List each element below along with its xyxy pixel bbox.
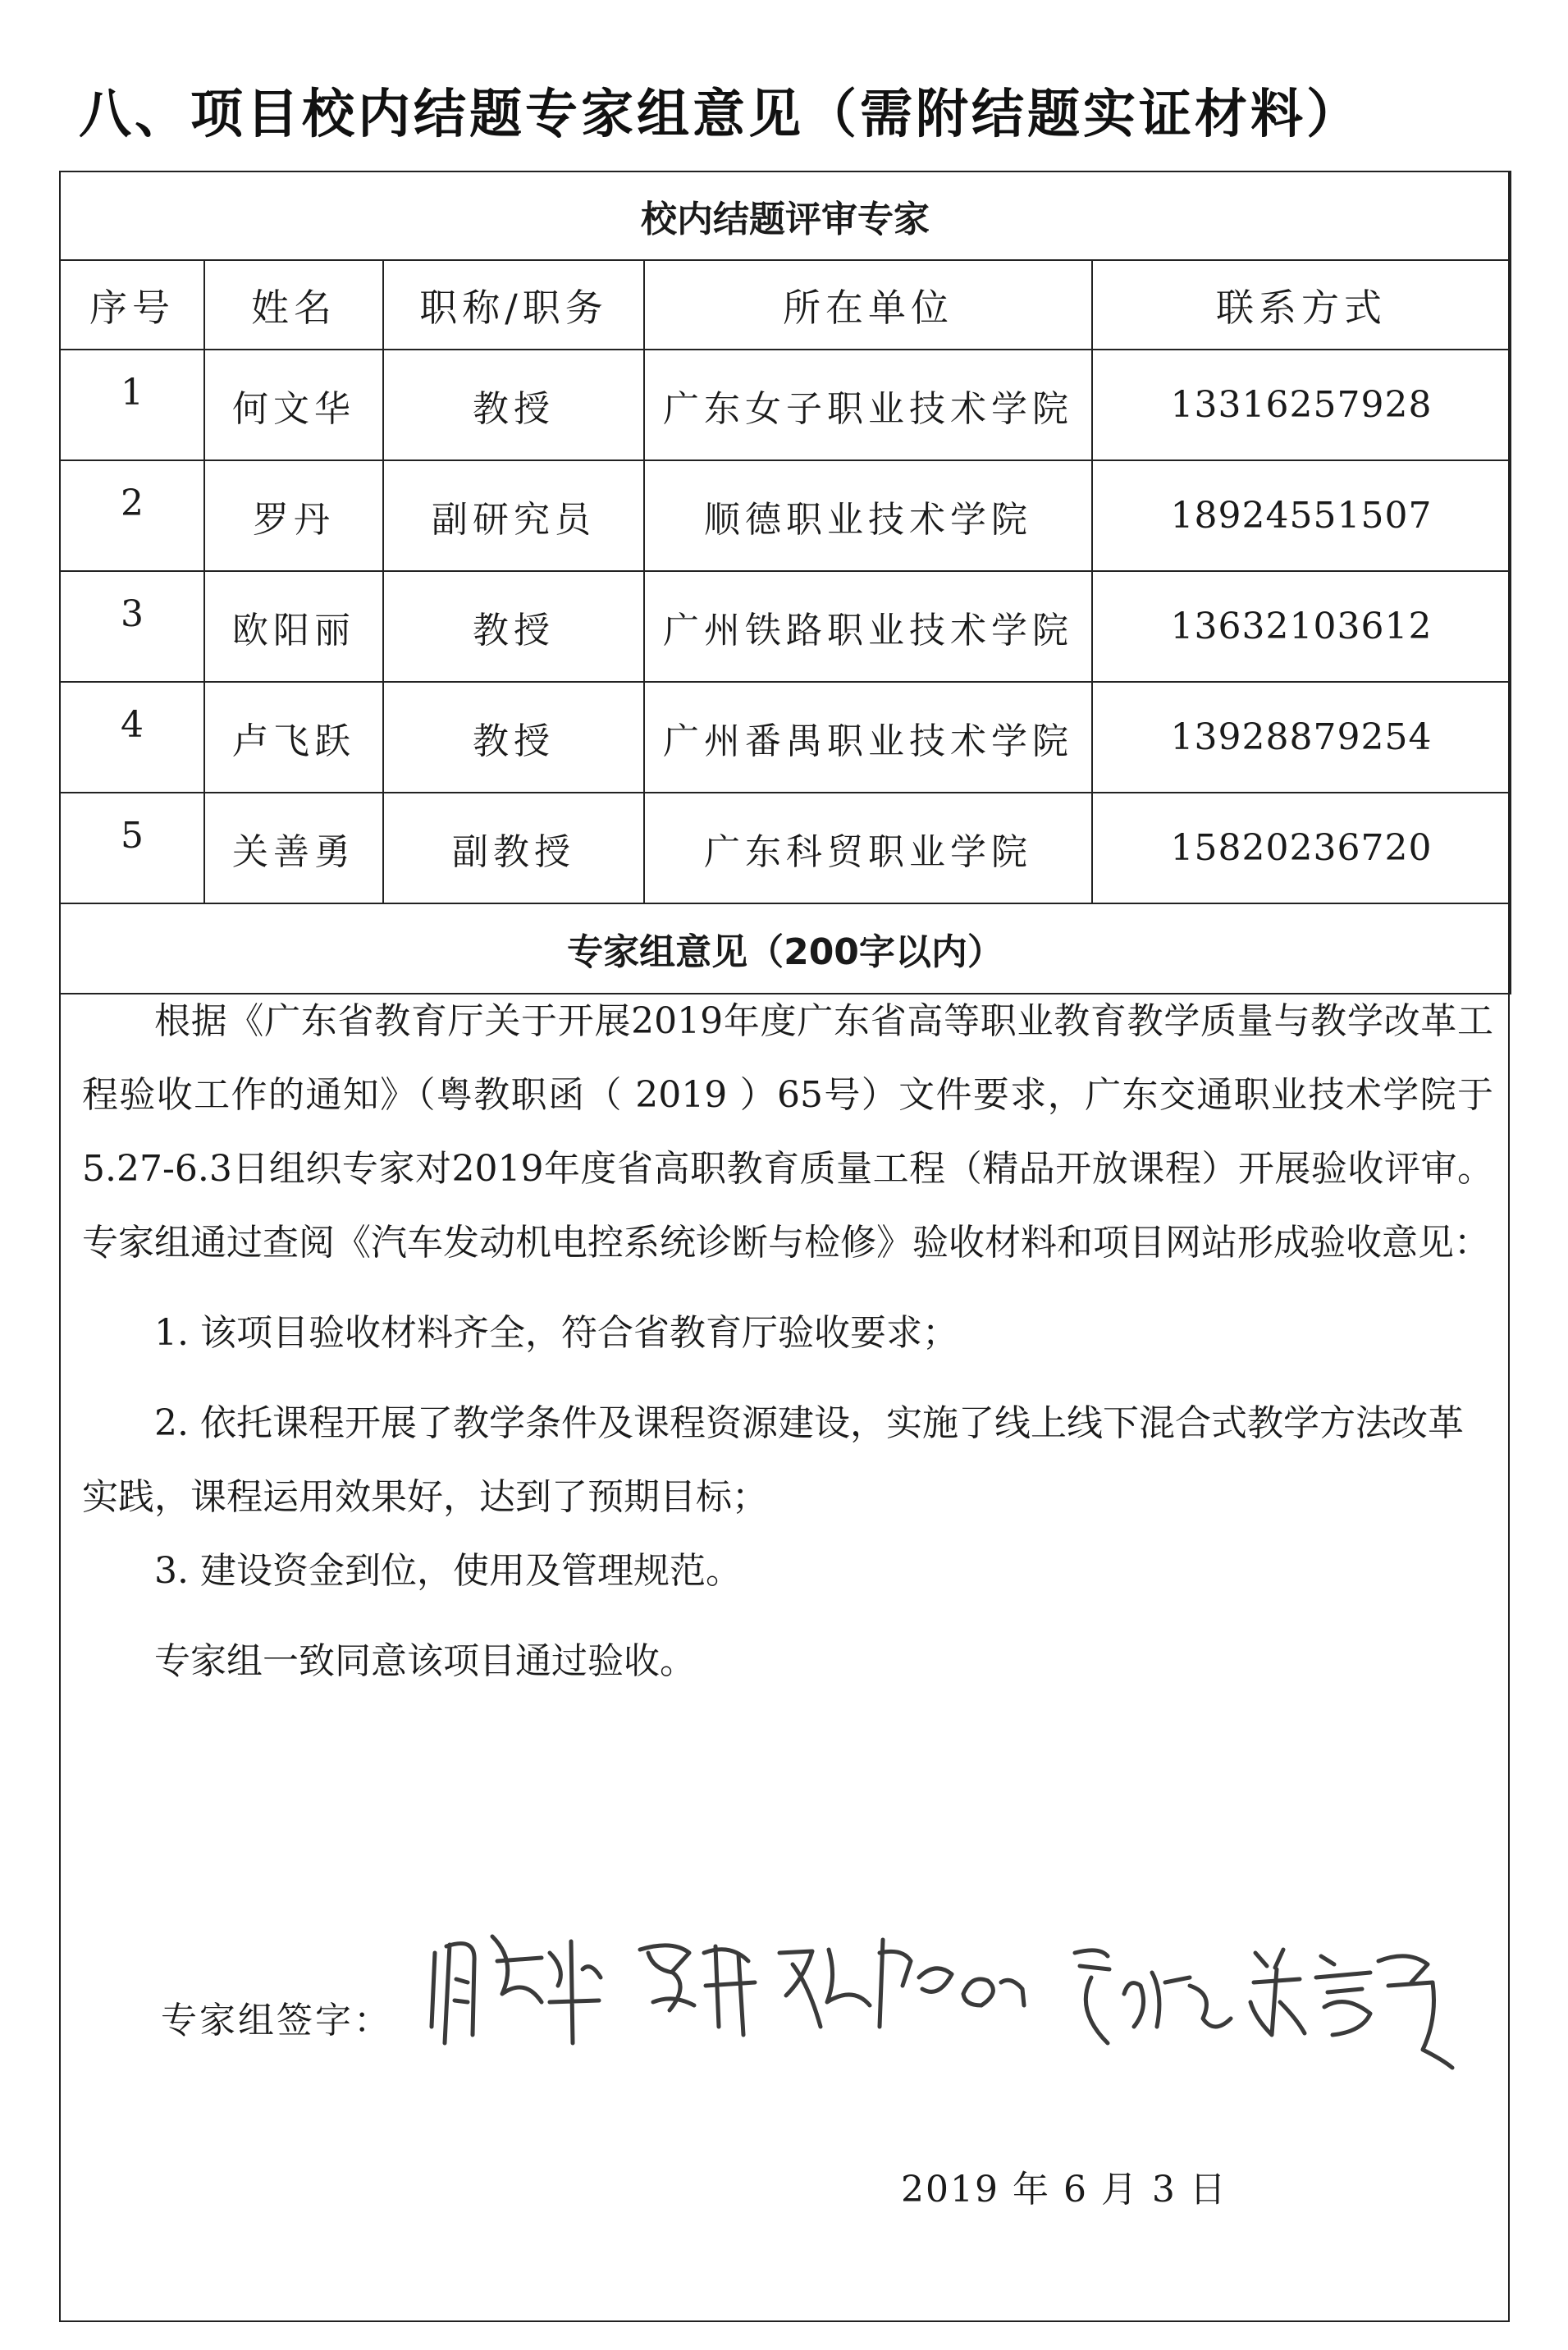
opinion-item: 1. 该项目验收材料齐全，符合省教育厅验收要求；	[154, 1312, 958, 1354]
table-row	[60, 350, 1511, 460]
row-unit: 广东科贸职业学院	[644, 793, 1092, 903]
row-title: 副教授	[383, 793, 644, 903]
row-title: 教授	[383, 350, 644, 460]
row-index: 5	[60, 793, 204, 903]
date: 2019 年 6 月 3 日	[901, 2169, 1227, 2211]
row-phone: 15820236720	[1092, 793, 1511, 903]
header-index: 序号	[60, 260, 204, 350]
opinion-conclusion: 专家组一致同意该项目通过验收。	[154, 1640, 696, 1682]
row-index: 4	[60, 682, 204, 793]
row-index: 2	[60, 460, 204, 571]
row-name: 何文华	[204, 350, 383, 460]
opinion-paragraph: 根据《广东省教育厅关于开展2019年度广东省高等职业教育教学质量与教学改革工程验收工作的通知》（粤教职函（ 2019 ）65号）文件要求，广东交通职业技术学院于5.27-6.3日组织专家对2019年度省高职教育质量工程（精品开放课程）开展验收评审。专家组通过查阅《汽车发动机电控系统诊断与检修》验收材料和项目网站形成验收意见：	[82, 1000, 1493, 1264]
row-unit: 广州铁路职业技术学院	[644, 571, 1092, 682]
row-index: 1	[60, 350, 204, 460]
table-header-row	[60, 260, 1511, 350]
header-title: 职称/职务	[383, 260, 644, 350]
experts-table	[59, 171, 1511, 994]
row-name: 欧阳丽	[204, 571, 383, 682]
spacer	[82, 1608, 1493, 1625]
signature-2	[640, 1945, 755, 2035]
row-name: 卢飞跃	[204, 682, 383, 793]
opinion-item: 3. 建设资金到位，使用及管理规范。	[154, 1550, 742, 1592]
page-heading: 八、项目校内结题专家组意见（需附结题实证材料）	[79, 85, 1362, 145]
row-index: 3	[60, 571, 204, 682]
table-title: 校内结题评审专家	[60, 171, 1511, 260]
header-unit: 所在单位	[644, 260, 1092, 350]
row-title: 教授	[383, 571, 644, 682]
opinion-title: 专家组意见（200字以内）	[60, 903, 1511, 994]
row-phone: 13316257928	[1092, 350, 1511, 460]
row-phone: 13928879254	[1092, 682, 1511, 793]
row-title: 副研究员	[383, 460, 644, 571]
table-title-row	[60, 171, 1511, 260]
table-row	[60, 793, 1511, 903]
signature-3	[779, 1940, 1024, 2027]
signature-5	[1250, 1950, 1452, 2068]
signature-4	[1075, 1950, 1231, 2043]
spacer	[82, 1370, 1493, 1387]
opinion-title-row	[60, 903, 1511, 994]
table-row	[60, 571, 1511, 682]
table-row	[60, 682, 1511, 793]
row-phone: 18924551507	[1092, 460, 1511, 571]
opinion-item: 2. 依托课程开展了教学条件及课程资源建设，实施了线上线下混合式教学方法改革实践，课程运用效果好，达到了预期目标；	[82, 1402, 1464, 1518]
header-contact: 联系方式	[1092, 260, 1511, 350]
handwritten-signatures	[427, 1904, 1461, 2076]
table-row	[60, 460, 1511, 571]
row-phone: 13632103612	[1092, 571, 1511, 682]
row-unit: 广东女子职业技术学院	[644, 350, 1092, 460]
row-name: 罗丹	[204, 460, 383, 571]
opinion-body	[82, 985, 1493, 1698]
row-unit: 顺德职业技术学院	[644, 460, 1092, 571]
row-name: 关善勇	[204, 793, 383, 903]
header-name: 姓名	[204, 260, 383, 350]
signature-label: 专家组签字：	[161, 2000, 392, 2041]
row-unit: 广州番禺职业技术学院	[644, 682, 1092, 793]
signature-1	[432, 1936, 601, 2043]
spacer	[82, 1280, 1493, 1296]
row-title: 教授	[383, 682, 644, 793]
